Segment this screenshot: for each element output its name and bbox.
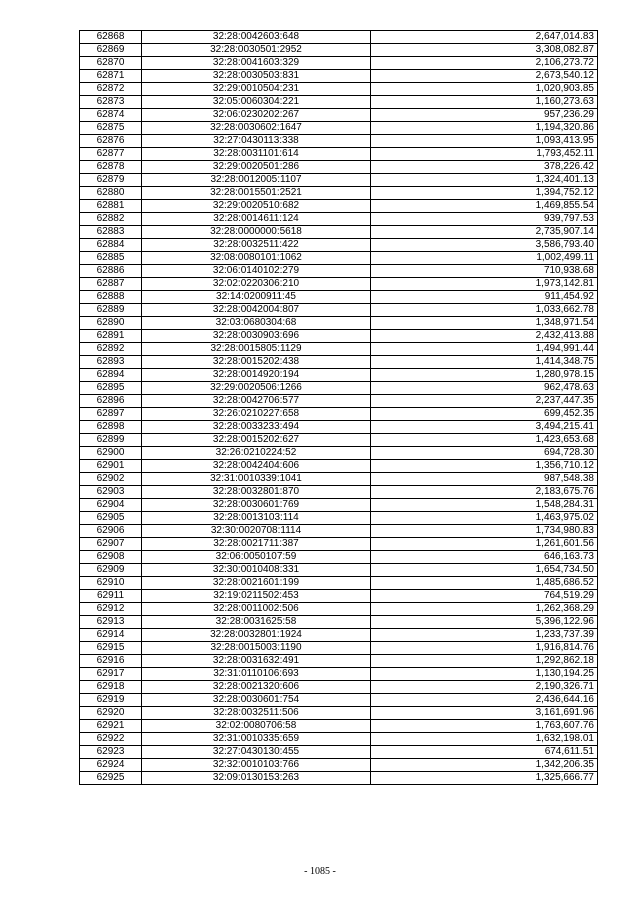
amount-cell: 1,414,348.75 <box>371 356 598 369</box>
table-row <box>80 265 598 278</box>
row-id-cell: 62877 <box>80 148 142 161</box>
row-id-cell: 62870 <box>80 57 142 70</box>
table-row <box>80 759 598 772</box>
amount-cell: 3,586,793.40 <box>371 239 598 252</box>
table-row <box>80 278 598 291</box>
cadastral-number-cell: 32:28:0032511:506 <box>142 707 371 720</box>
row-id-cell: 62899 <box>80 434 142 447</box>
amount-cell: 646,163.73 <box>371 551 598 564</box>
row-id-cell: 62906 <box>80 525 142 538</box>
row-id-cell: 62924 <box>80 759 142 772</box>
cadastral-number-cell: 32:28:0015202:627 <box>142 434 371 447</box>
amount-cell: 1,280,978.15 <box>371 369 598 382</box>
amount-cell: 1,160,273.63 <box>371 96 598 109</box>
table-row <box>80 317 598 330</box>
amount-cell: 3,161,691.96 <box>371 707 598 720</box>
table-row <box>80 590 598 603</box>
table-row <box>80 408 598 421</box>
cadastral-number-cell: 32:28:0030602:1647 <box>142 122 371 135</box>
table-row <box>80 382 598 395</box>
row-id-cell: 62913 <box>80 616 142 629</box>
row-id-cell: 62891 <box>80 330 142 343</box>
amount-cell: 694,728.30 <box>371 447 598 460</box>
data-table <box>79 30 598 785</box>
table-row <box>80 525 598 538</box>
row-id-cell: 62884 <box>80 239 142 252</box>
table-row <box>80 473 598 486</box>
amount-cell: 1,033,662.78 <box>371 304 598 317</box>
amount-cell: 1,325,666.77 <box>371 772 598 785</box>
amount-cell: 962,478.63 <box>371 382 598 395</box>
amount-cell: 1,233,737.39 <box>371 629 598 642</box>
row-id-cell: 62875 <box>80 122 142 135</box>
table-row <box>80 122 598 135</box>
amount-cell: 939,797.53 <box>371 213 598 226</box>
cadastral-number-cell: 32:31:0110106:693 <box>142 668 371 681</box>
amount-cell: 1,130,194.25 <box>371 668 598 681</box>
amount-cell: 1,342,206.35 <box>371 759 598 772</box>
amount-cell: 1,261,601.56 <box>371 538 598 551</box>
row-id-cell: 62920 <box>80 707 142 720</box>
row-id-cell: 62881 <box>80 200 142 213</box>
row-id-cell: 62921 <box>80 720 142 733</box>
table-row <box>80 421 598 434</box>
cadastral-number-cell: 32:28:0030601:754 <box>142 694 371 707</box>
amount-cell: 1,356,710.12 <box>371 460 598 473</box>
table-row <box>80 148 598 161</box>
row-id-cell: 62905 <box>80 512 142 525</box>
cadastral-number-cell: 32:28:0042706:577 <box>142 395 371 408</box>
row-id-cell: 62874 <box>80 109 142 122</box>
table-row <box>80 447 598 460</box>
cadastral-number-cell: 32:19:0211502:453 <box>142 590 371 603</box>
row-id-cell: 62880 <box>80 187 142 200</box>
table-row <box>80 135 598 148</box>
cadastral-number-cell: 32:28:0015805:1129 <box>142 343 371 356</box>
cadastral-number-cell: 32:28:0013103:114 <box>142 512 371 525</box>
table-row <box>80 512 598 525</box>
table-row <box>80 434 598 447</box>
amount-cell: 674,611.51 <box>371 746 598 759</box>
cadastral-number-cell: 32:29:0010504:231 <box>142 83 371 96</box>
table-row <box>80 187 598 200</box>
table-row <box>80 564 598 577</box>
cadastral-number-cell: 32:28:0030501:2952 <box>142 44 371 57</box>
amount-cell: 987,548.38 <box>371 473 598 486</box>
cadastral-number-cell: 32:28:0031101:614 <box>142 148 371 161</box>
cadastral-number-cell: 32:26:0210227:658 <box>142 408 371 421</box>
amount-cell: 3,308,082.87 <box>371 44 598 57</box>
row-id-cell: 62902 <box>80 473 142 486</box>
table-row <box>80 83 598 96</box>
amount-cell: 764,519.29 <box>371 590 598 603</box>
row-id-cell: 62883 <box>80 226 142 239</box>
table-row <box>80 681 598 694</box>
amount-cell: 2,106,273.72 <box>371 57 598 70</box>
cadastral-number-cell: 32:27:0430130:455 <box>142 746 371 759</box>
row-id-cell: 62917 <box>80 668 142 681</box>
row-id-cell: 62916 <box>80 655 142 668</box>
table-row <box>80 486 598 499</box>
row-id-cell: 62898 <box>80 421 142 434</box>
table-row <box>80 343 598 356</box>
table-row <box>80 174 598 187</box>
cadastral-number-cell: 32:29:0020501:286 <box>142 161 371 174</box>
row-id-cell: 62910 <box>80 577 142 590</box>
amount-cell: 1,632,198.01 <box>371 733 598 746</box>
cadastral-number-cell: 32:28:0011002:506 <box>142 603 371 616</box>
row-id-cell: 62919 <box>80 694 142 707</box>
amount-cell: 699,452.35 <box>371 408 598 421</box>
cadastral-number-cell: 32:28:0032801:870 <box>142 486 371 499</box>
cadastral-number-cell: 32:28:0032511:422 <box>142 239 371 252</box>
table-row <box>80 31 598 44</box>
cadastral-number-cell: 32:05:0060304:221 <box>142 96 371 109</box>
table-row <box>80 369 598 382</box>
cadastral-number-cell: 32:28:0021711:387 <box>142 538 371 551</box>
row-id-cell: 62893 <box>80 356 142 369</box>
amount-cell: 1,423,653.68 <box>371 434 598 447</box>
amount-cell: 1,654,734.50 <box>371 564 598 577</box>
cadastral-number-cell: 32:06:0140102:279 <box>142 265 371 278</box>
row-id-cell: 62900 <box>80 447 142 460</box>
amount-cell: 1,394,752.12 <box>371 187 598 200</box>
row-id-cell: 62868 <box>80 31 142 44</box>
table-row <box>80 57 598 70</box>
cadastral-number-cell: 32:28:0015003:1190 <box>142 642 371 655</box>
table-row <box>80 109 598 122</box>
page-number: - 1085 - <box>304 866 336 877</box>
table-row <box>80 252 598 265</box>
table-row <box>80 707 598 720</box>
row-id-cell: 62911 <box>80 590 142 603</box>
amount-cell: 1,973,142.81 <box>371 278 598 291</box>
table-body <box>80 31 598 785</box>
cadastral-number-cell: 32:02:0080706:58 <box>142 720 371 733</box>
row-id-cell: 62887 <box>80 278 142 291</box>
table-row <box>80 161 598 174</box>
table-row <box>80 304 598 317</box>
cadastral-number-cell: 32:30:0010408:331 <box>142 564 371 577</box>
row-id-cell: 62885 <box>80 252 142 265</box>
cadastral-number-cell: 32:06:0050107:59 <box>142 551 371 564</box>
amount-cell: 2,237,447.35 <box>371 395 598 408</box>
table-row <box>80 538 598 551</box>
amount-cell: 1,916,814.76 <box>371 642 598 655</box>
cadastral-number-cell: 32:28:0030503:831 <box>142 70 371 83</box>
cadastral-number-cell: 32:26:0210224:52 <box>142 447 371 460</box>
table-row <box>80 70 598 83</box>
row-id-cell: 62923 <box>80 746 142 759</box>
row-id-cell: 62909 <box>80 564 142 577</box>
row-id-cell: 62897 <box>80 408 142 421</box>
table-row <box>80 330 598 343</box>
cadastral-number-cell: 32:31:0010335:659 <box>142 733 371 746</box>
table-row <box>80 746 598 759</box>
table-row <box>80 200 598 213</box>
amount-cell: 1,793,452.11 <box>371 148 598 161</box>
cadastral-number-cell: 32:28:0042004:807 <box>142 304 371 317</box>
row-id-cell: 62894 <box>80 369 142 382</box>
table-row <box>80 291 598 304</box>
table-row <box>80 733 598 746</box>
cadastral-number-cell: 32:29:0020510:682 <box>142 200 371 213</box>
cadastral-number-cell: 32:28:0033233:494 <box>142 421 371 434</box>
row-id-cell: 62907 <box>80 538 142 551</box>
row-id-cell: 62890 <box>80 317 142 330</box>
amount-cell: 2,436,644.16 <box>371 694 598 707</box>
table-row <box>80 226 598 239</box>
row-id-cell: 62896 <box>80 395 142 408</box>
table-row <box>80 668 598 681</box>
row-id-cell: 62873 <box>80 96 142 109</box>
row-id-cell: 62922 <box>80 733 142 746</box>
cadastral-number-cell: 32:28:0032801:1924 <box>142 629 371 642</box>
row-id-cell: 62903 <box>80 486 142 499</box>
amount-cell: 1,485,686.52 <box>371 577 598 590</box>
amount-cell: 1,093,413.95 <box>371 135 598 148</box>
amount-cell: 2,432,413.88 <box>371 330 598 343</box>
table-row <box>80 629 598 642</box>
amount-cell: 1,763,607.76 <box>371 720 598 733</box>
row-id-cell: 62915 <box>80 642 142 655</box>
table-row <box>80 551 598 564</box>
cadastral-number-cell: 32:09:0130153:263 <box>142 772 371 785</box>
amount-cell: 2,647,014.83 <box>371 31 598 44</box>
cadastral-number-cell: 32:02:0220306:210 <box>142 278 371 291</box>
cadastral-number-cell: 32:08:0080101:1062 <box>142 252 371 265</box>
cadastral-number-cell: 32:32:0010103:766 <box>142 759 371 772</box>
table-row <box>80 395 598 408</box>
row-id-cell: 62904 <box>80 499 142 512</box>
amount-cell: 2,673,540.12 <box>371 70 598 83</box>
amount-cell: 3,494,215.41 <box>371 421 598 434</box>
table-row <box>80 616 598 629</box>
row-id-cell: 62869 <box>80 44 142 57</box>
table-row <box>80 655 598 668</box>
row-id-cell: 62882 <box>80 213 142 226</box>
table-row <box>80 720 598 733</box>
table-row <box>80 460 598 473</box>
amount-cell: 2,183,675.76 <box>371 486 598 499</box>
amount-cell: 1,292,862.18 <box>371 655 598 668</box>
amount-cell: 911,454.92 <box>371 291 598 304</box>
row-id-cell: 62895 <box>80 382 142 395</box>
amount-cell: 1,348,971.54 <box>371 317 598 330</box>
cadastral-number-cell: 32:29:0020506:1266 <box>142 382 371 395</box>
cadastral-number-cell: 32:28:0031632:491 <box>142 655 371 668</box>
row-id-cell: 62879 <box>80 174 142 187</box>
row-id-cell: 62901 <box>80 460 142 473</box>
amount-cell: 1,734,980.83 <box>371 525 598 538</box>
table-row <box>80 213 598 226</box>
amount-cell: 710,938.68 <box>371 265 598 278</box>
cadastral-number-cell: 32:28:0000000:5618 <box>142 226 371 239</box>
row-id-cell: 62925 <box>80 772 142 785</box>
cadastral-number-cell: 32:28:0030601:769 <box>142 499 371 512</box>
amount-cell: 1,494,991.44 <box>371 343 598 356</box>
table-row <box>80 499 598 512</box>
cadastral-number-cell: 32:28:0014920:194 <box>142 369 371 382</box>
row-id-cell: 62908 <box>80 551 142 564</box>
amount-cell: 1,002,499.11 <box>371 252 598 265</box>
row-id-cell: 62892 <box>80 343 142 356</box>
amount-cell: 2,735,907.14 <box>371 226 598 239</box>
amount-cell: 1,469,855.54 <box>371 200 598 213</box>
row-id-cell: 62914 <box>80 629 142 642</box>
cadastral-number-cell: 32:28:0042603:648 <box>142 31 371 44</box>
table-row <box>80 694 598 707</box>
cadastral-number-cell: 32:03:0680304:68 <box>142 317 371 330</box>
cadastral-number-cell: 32:31:0010339:1041 <box>142 473 371 486</box>
cadastral-number-cell: 32:06:0230202:267 <box>142 109 371 122</box>
cadastral-number-cell: 32:28:0030903:696 <box>142 330 371 343</box>
table-row <box>80 642 598 655</box>
row-id-cell: 62889 <box>80 304 142 317</box>
row-id-cell: 62888 <box>80 291 142 304</box>
row-id-cell: 62886 <box>80 265 142 278</box>
amount-cell: 2,190,326.71 <box>371 681 598 694</box>
cadastral-number-cell: 32:28:0014611:124 <box>142 213 371 226</box>
cadastral-number-cell: 32:28:0021601:199 <box>142 577 371 590</box>
amount-cell: 1,262,368.29 <box>371 603 598 616</box>
row-id-cell: 62872 <box>80 83 142 96</box>
amount-cell: 957,236.29 <box>371 109 598 122</box>
row-id-cell: 62918 <box>80 681 142 694</box>
amount-cell: 1,194,320.86 <box>371 122 598 135</box>
cadastral-number-cell: 32:28:0012005:1107 <box>142 174 371 187</box>
cadastral-number-cell: 32:28:0041603:329 <box>142 57 371 70</box>
cadastral-number-cell: 32:28:0031625:58 <box>142 616 371 629</box>
row-id-cell: 62912 <box>80 603 142 616</box>
cadastral-number-cell: 32:27:0430113:338 <box>142 135 371 148</box>
cadastral-number-cell: 32:30:0020708:1114 <box>142 525 371 538</box>
row-id-cell: 62871 <box>80 70 142 83</box>
cadastral-number-cell: 32:28:0021320:606 <box>142 681 371 694</box>
amount-cell: 1,020,903.85 <box>371 83 598 96</box>
amount-cell: 1,463,975.02 <box>371 512 598 525</box>
amount-cell: 1,548,284.31 <box>371 499 598 512</box>
table-row <box>80 603 598 616</box>
cadastral-number-cell: 32:14:0200911:45 <box>142 291 371 304</box>
amount-cell: 378,226.42 <box>371 161 598 174</box>
table-row <box>80 577 598 590</box>
cadastral-number-cell: 32:28:0015202:438 <box>142 356 371 369</box>
table-row <box>80 44 598 57</box>
table-row <box>80 356 598 369</box>
row-id-cell: 62878 <box>80 161 142 174</box>
row-id-cell: 62876 <box>80 135 142 148</box>
table-row <box>80 239 598 252</box>
amount-cell: 5,396,122.96 <box>371 616 598 629</box>
table-row <box>80 772 598 785</box>
cadastral-number-cell: 32:28:0042404:606 <box>142 460 371 473</box>
amount-cell: 1,324,401.13 <box>371 174 598 187</box>
table-row <box>80 96 598 109</box>
cadastral-number-cell: 32:28:0015501:2521 <box>142 187 371 200</box>
